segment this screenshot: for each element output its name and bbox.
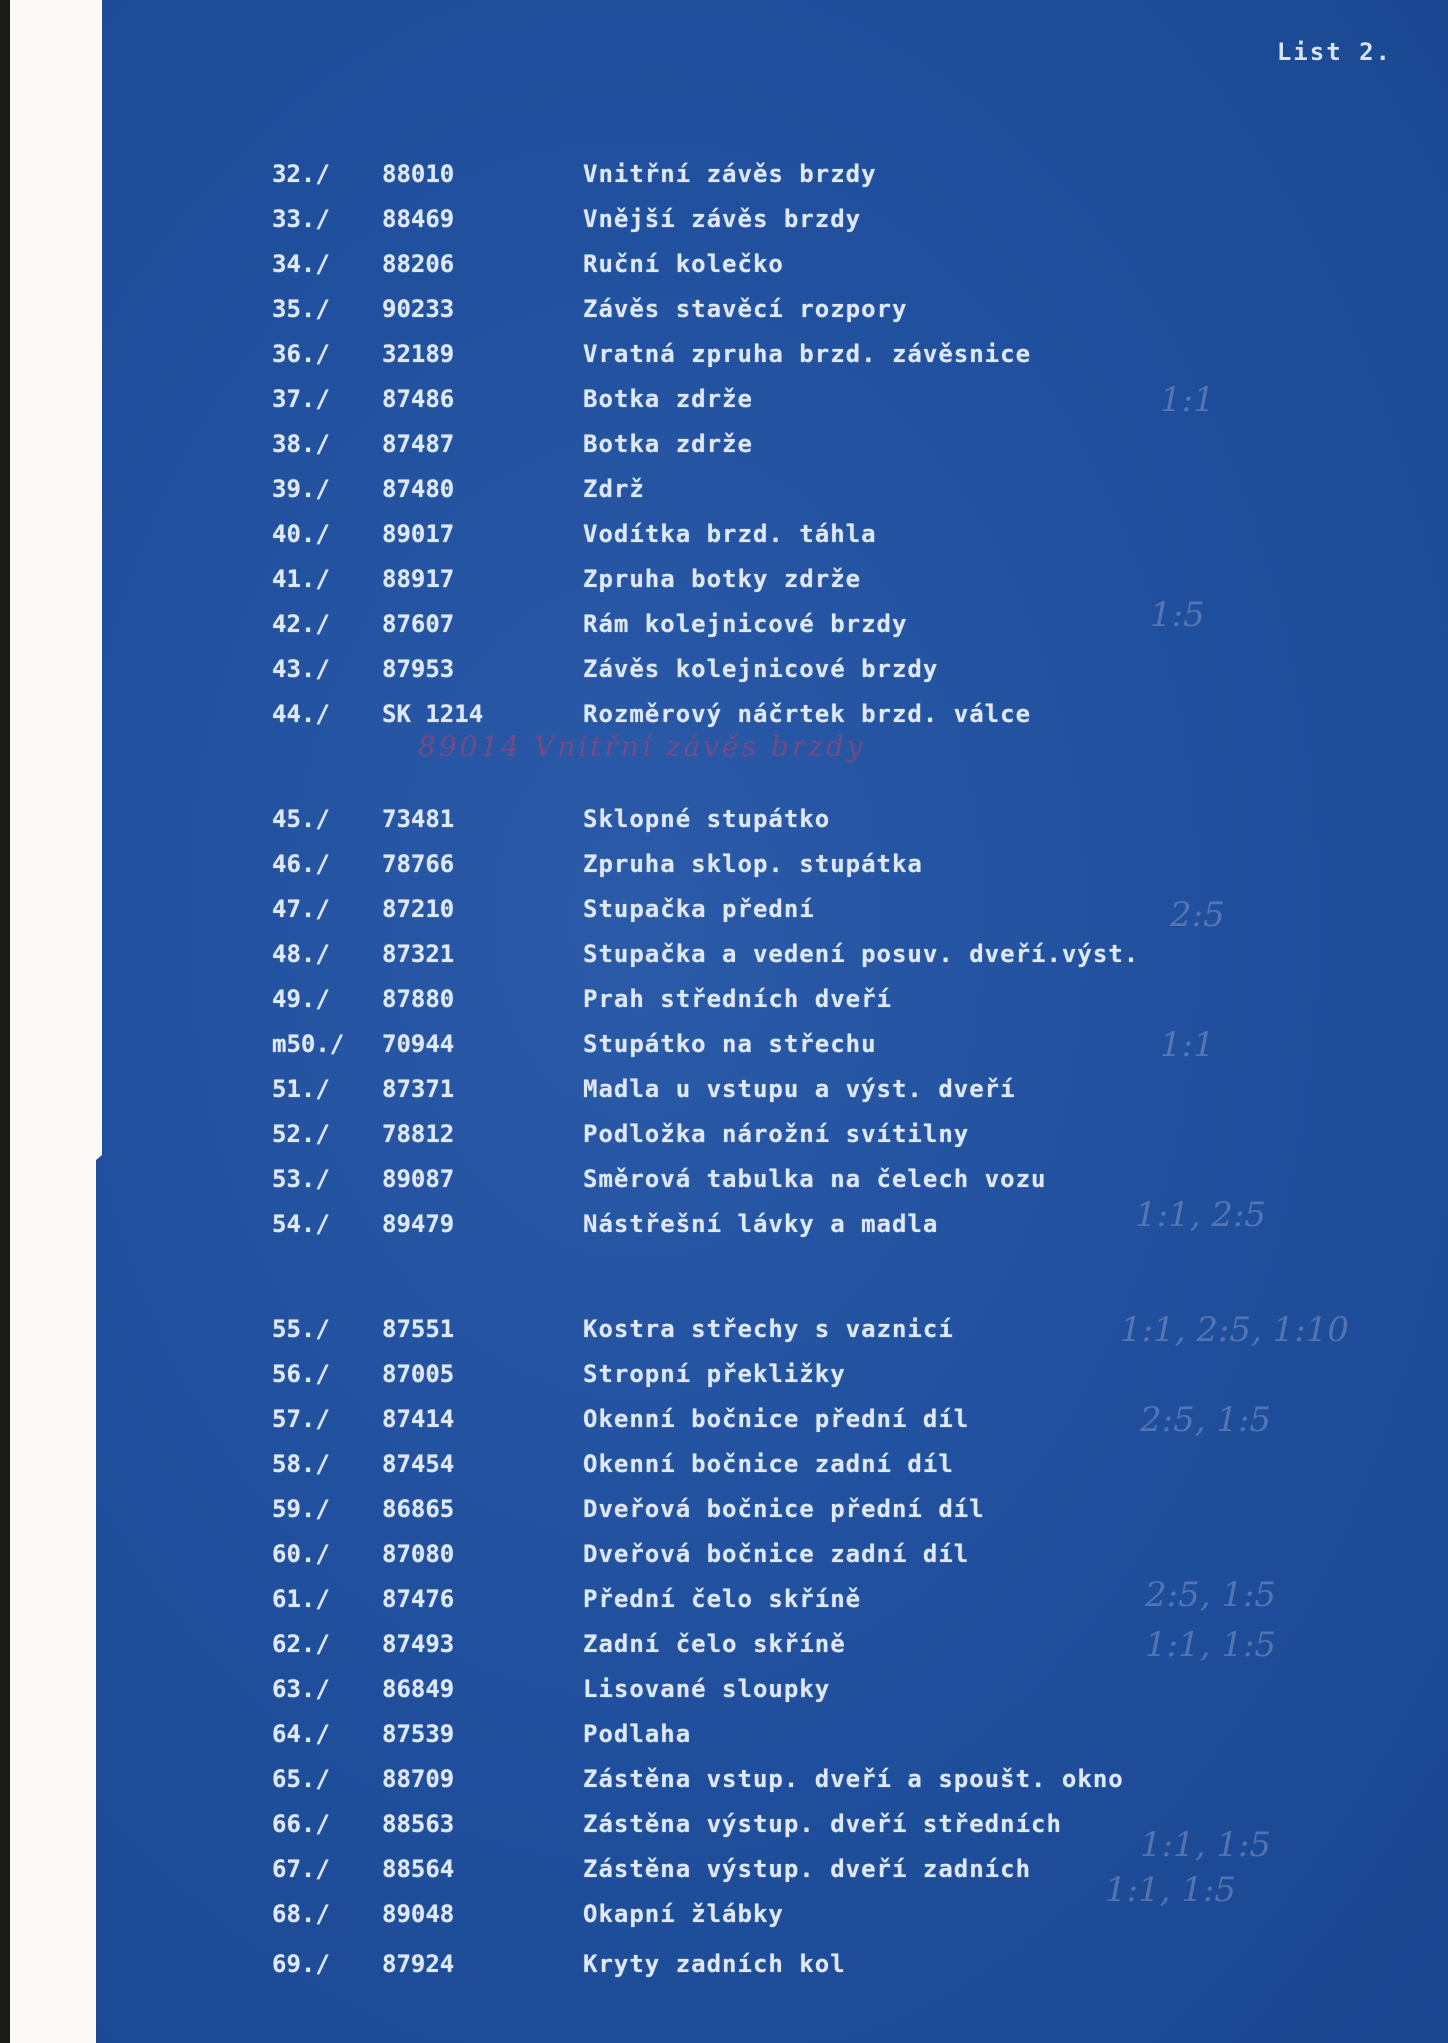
item-number: 57./ (272, 1405, 330, 1433)
list-row (0, 205, 1200, 245)
drawing-number: 87210 (382, 895, 455, 923)
part-description: Stupátko na střechu (583, 1030, 877, 1058)
list-row (0, 895, 1200, 935)
part-description: Sklopné stupátko (583, 805, 831, 833)
list-row (0, 1120, 1200, 1160)
part-description: Okenní bočnice přední díl (583, 1405, 970, 1433)
margin-note: 2:5, 1:5 (1140, 1400, 1272, 1440)
list-row (0, 1075, 1200, 1115)
item-number: 63./ (272, 1675, 330, 1703)
item-number: 49./ (272, 985, 330, 1013)
margin-note: 1:1, 1:5 (1140, 1825, 1272, 1865)
margin-note: 2:5, 1:5 (1145, 1575, 1277, 1615)
list-row (0, 250, 1200, 290)
list-row (0, 1855, 1200, 1895)
item-number: 39./ (272, 475, 330, 503)
item-number: 36./ (272, 340, 330, 368)
drawing-number: 87880 (382, 985, 455, 1013)
drawing-number: 87476 (382, 1585, 455, 1613)
part-description: Zástěna výstup. dveří zadních (583, 1855, 1032, 1883)
part-description: Směrová tabulka na čelech vozu (583, 1165, 1047, 1193)
item-number: 33./ (272, 205, 330, 233)
item-number: 60./ (272, 1540, 330, 1568)
item-number: 55./ (272, 1315, 330, 1343)
list-row (0, 1450, 1200, 1490)
part-description: Kostra střechy s vaznicí (583, 1315, 954, 1343)
part-description: Stupačka a vedení posuv. dveří.výst. (583, 940, 1140, 968)
drawing-number: 32189 (382, 340, 455, 368)
part-description: Závěs kolejnicové brzdy (583, 655, 939, 683)
item-number: 66./ (272, 1810, 330, 1838)
drawing-number: SK 1214 (382, 700, 484, 728)
margin-note: 1:1, 2:5, 1:10 (1120, 1310, 1350, 1350)
drawing-number: 89017 (382, 520, 455, 548)
margin-note: 1:1, 2:5 (1135, 1195, 1267, 1235)
item-number: 59./ (272, 1495, 330, 1523)
drawing-number: 89087 (382, 1165, 455, 1193)
part-description: Podložka nárožní svítilny (583, 1120, 970, 1148)
drawing-number: 86849 (382, 1675, 455, 1703)
drawing-number: 90233 (382, 295, 455, 323)
part-description: Rozměrový náčrtek brzd. válce (583, 700, 1032, 728)
list-row (0, 1675, 1200, 1715)
part-description: Přední čelo skříně (583, 1585, 862, 1613)
list-row (0, 1030, 1200, 1070)
drawing-number: 89048 (382, 1900, 455, 1928)
part-description: Zástěna vstup. dveří a spoušt. okno (583, 1765, 1124, 1793)
list-row (0, 1585, 1200, 1625)
part-description: Podlaha (583, 1720, 692, 1748)
item-number: 34./ (272, 250, 330, 278)
list-row (0, 1765, 1200, 1805)
drawing-number: 87607 (382, 610, 455, 638)
sheet-label: List 2. (1276, 38, 1392, 66)
part-description: Rám kolejnicové brzdy (583, 610, 908, 638)
item-number: 40./ (272, 520, 330, 548)
list-row (0, 1495, 1200, 1535)
item-number: 53./ (272, 1165, 330, 1193)
part-description: Kryty zadních kol (583, 1950, 846, 1978)
item-number: 64./ (272, 1720, 330, 1748)
drawing-number: 87953 (382, 655, 455, 683)
list-row (0, 475, 1200, 515)
list-row (0, 340, 1200, 380)
item-number: 48./ (272, 940, 330, 968)
drawing-number: 87321 (382, 940, 455, 968)
drawing-number: 88564 (382, 1855, 455, 1883)
item-number: 35./ (272, 295, 330, 323)
item-number: 47./ (272, 895, 330, 923)
item-number: 46./ (272, 850, 330, 878)
strikeout-note: 89014 Vnitřní závěs brzdy (418, 730, 866, 763)
part-description: Vnitřní závěs brzdy (583, 160, 877, 188)
drawing-number: 87414 (382, 1405, 455, 1433)
part-description: Zadní čelo skříně (583, 1630, 846, 1658)
list-row (0, 940, 1200, 980)
item-number: 56./ (272, 1360, 330, 1388)
item-number: 67./ (272, 1855, 330, 1883)
drawing-number: 88010 (382, 160, 455, 188)
drawing-number: 87480 (382, 475, 455, 503)
margin-note: 1:5 (1150, 595, 1205, 635)
drawing-number: 78766 (382, 850, 455, 878)
list-row (0, 160, 1200, 200)
item-number: 32./ (272, 160, 330, 188)
list-row (0, 610, 1200, 650)
drawing-number: 86865 (382, 1495, 455, 1523)
part-description: Stupačka přední (583, 895, 815, 923)
margin-note: 1:1 (1160, 380, 1215, 420)
margin-note: 1:1, 1:5 (1105, 1870, 1237, 1910)
part-description: Dveřová bočnice přední díl (583, 1495, 985, 1523)
list-row (0, 1720, 1200, 1760)
part-description: Nástřešní lávky a madla (583, 1210, 939, 1238)
drawing-number: 87005 (382, 1360, 455, 1388)
list-row (0, 1315, 1200, 1355)
part-description: Stropní překližky (583, 1360, 846, 1388)
part-description: Prah středních dveří (583, 985, 892, 1013)
drawing-number: 73481 (382, 805, 455, 833)
drawing-number: 70944 (382, 1030, 455, 1058)
drawing-number: 87454 (382, 1450, 455, 1478)
item-number: 42./ (272, 610, 330, 638)
item-number: 69./ (272, 1950, 330, 1978)
list-row (0, 985, 1200, 1025)
list-row (0, 385, 1200, 425)
list-row (0, 1540, 1200, 1580)
list-row (0, 1950, 1200, 1990)
list-row (0, 430, 1200, 470)
item-number: 52./ (272, 1120, 330, 1148)
part-description: Botka zdrže (583, 385, 753, 413)
margin-note: 1:1 (1160, 1025, 1215, 1065)
drawing-number: 87924 (382, 1950, 455, 1978)
item-number: 41./ (272, 565, 330, 593)
part-description: Vodítka brzd. táhla (583, 520, 877, 548)
margin-note: 1:1, 1:5 (1145, 1625, 1277, 1665)
part-description: Okapní žlábky (583, 1900, 784, 1928)
drawing-number: 87493 (382, 1630, 455, 1658)
item-number: m50./ (272, 1030, 345, 1058)
item-number: 38./ (272, 430, 330, 458)
drawing-number: 89479 (382, 1210, 455, 1238)
list-row (0, 520, 1200, 560)
part-description: Vratná zpruha brzd. závěsnice (583, 340, 1032, 368)
item-number: 62./ (272, 1630, 330, 1658)
list-row (0, 1405, 1200, 1445)
part-description: Zpruha botky zdrže (583, 565, 862, 593)
part-description: Lisované sloupky (583, 1675, 831, 1703)
item-number: 37./ (272, 385, 330, 413)
part-description: Ruční kolečko (583, 250, 784, 278)
part-description: Madla u vstupu a výst. dveří (583, 1075, 1016, 1103)
list-row (0, 805, 1200, 845)
item-number: 54./ (272, 1210, 330, 1238)
part-description: Vnější závěs brzdy (583, 205, 862, 233)
item-number: 51./ (272, 1075, 330, 1103)
list-row (0, 850, 1200, 890)
part-description: Zpruha sklop. stupátka (583, 850, 923, 878)
item-number: 61./ (272, 1585, 330, 1613)
list-row (0, 295, 1200, 335)
list-row (0, 1165, 1200, 1205)
drawing-number: 88469 (382, 205, 455, 233)
drawing-number: 88563 (382, 1810, 455, 1838)
margin-note: 2:5 (1170, 895, 1225, 935)
drawing-number: 87487 (382, 430, 455, 458)
drawing-number: 88709 (382, 1765, 455, 1793)
drawing-number: 88917 (382, 565, 455, 593)
item-number: 65./ (272, 1765, 330, 1793)
drawing-number: 87080 (382, 1540, 455, 1568)
item-number: 43./ (272, 655, 330, 683)
item-number: 58./ (272, 1450, 330, 1478)
part-description: Závěs stavěcí rozpory (583, 295, 908, 323)
drawing-number: 87539 (382, 1720, 455, 1748)
part-description: Zástěna výstup. dveří středních (583, 1810, 1062, 1838)
list-row (0, 1630, 1200, 1670)
drawing-number: 78812 (382, 1120, 455, 1148)
list-row (0, 1810, 1200, 1850)
item-number: 44./ (272, 700, 330, 728)
drawing-number: 87486 (382, 385, 455, 413)
list-row (0, 655, 1200, 695)
part-description: Zdrž (583, 475, 645, 503)
item-number: 68./ (272, 1900, 330, 1928)
item-number: 45./ (272, 805, 330, 833)
list-row (0, 1360, 1200, 1400)
part-description: Dveřová bočnice zadní díl (583, 1540, 970, 1568)
list-row (0, 1210, 1200, 1250)
part-description: Okenní bočnice zadní díl (583, 1450, 954, 1478)
part-description: Botka zdrže (583, 430, 753, 458)
drawing-number: 87371 (382, 1075, 455, 1103)
drawing-number: 87551 (382, 1315, 455, 1343)
list-row (0, 565, 1200, 605)
drawing-number: 88206 (382, 250, 455, 278)
list-row (0, 1900, 1200, 1940)
